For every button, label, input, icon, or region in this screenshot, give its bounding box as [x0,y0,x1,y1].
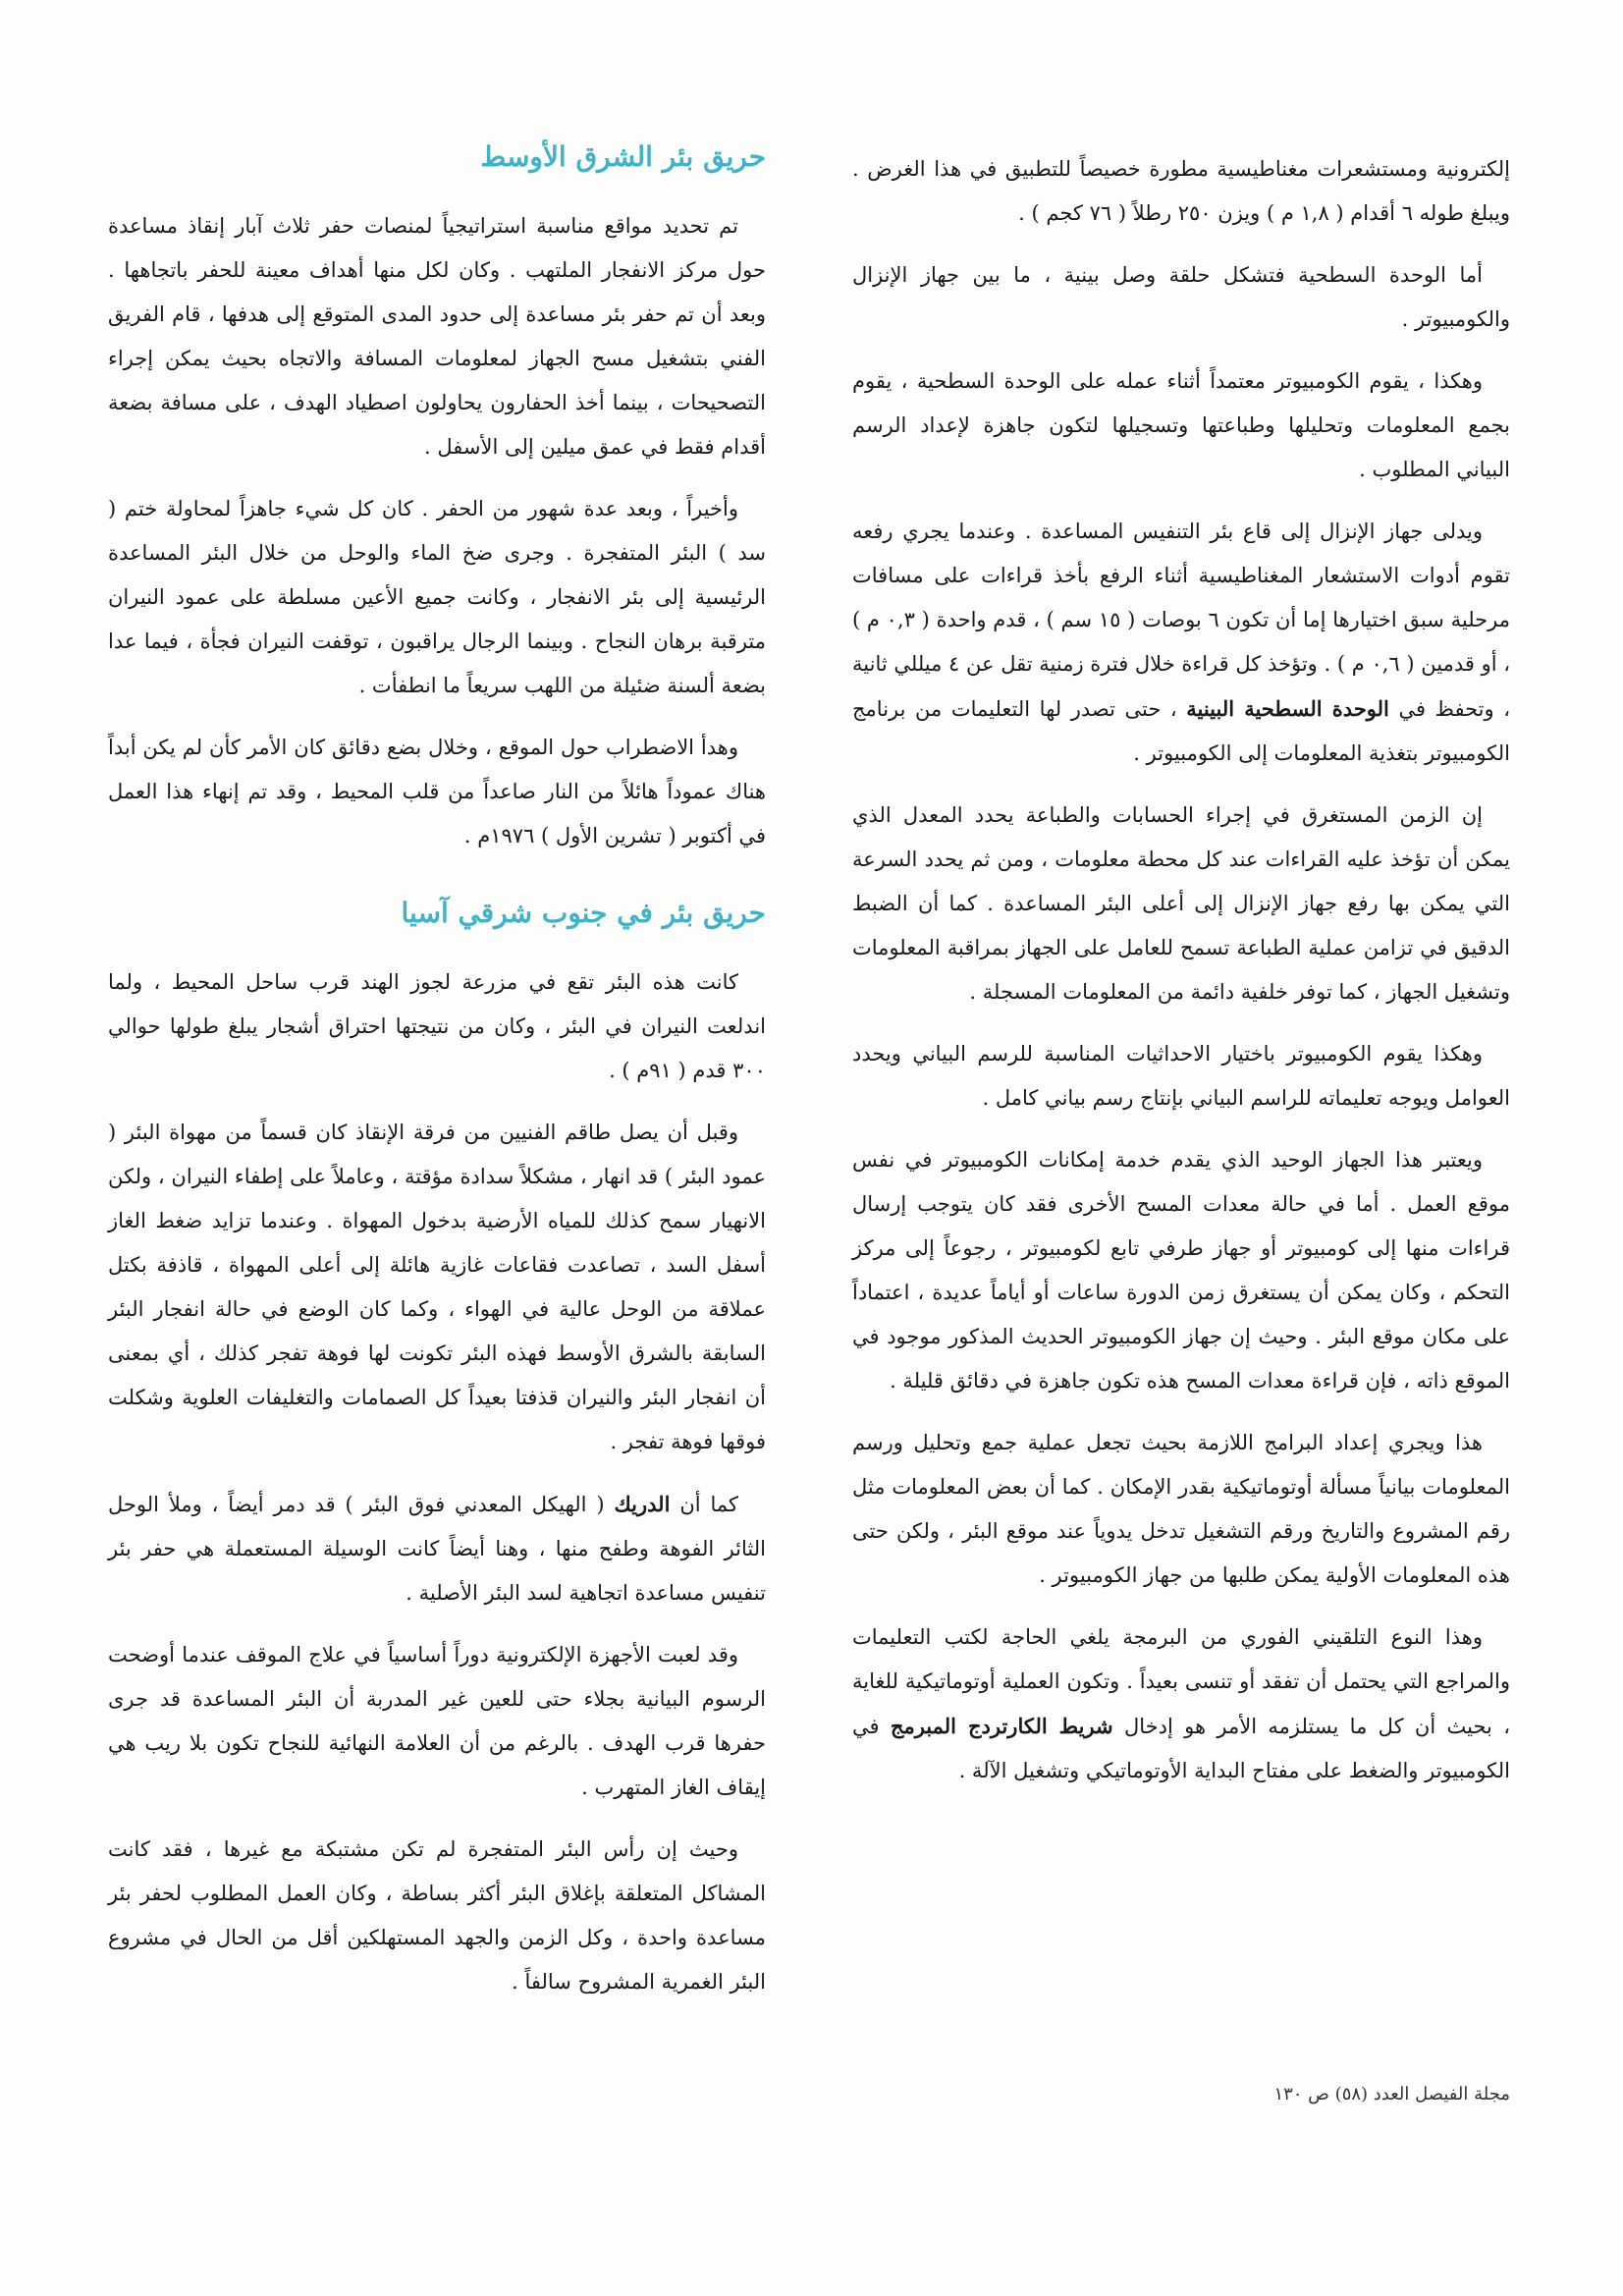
paragraph [852,1615,1510,1793]
paragraph: وقبل أن يصل طاقم الفنيين من فرقة الإنقاذ كان قسماً من مهواة البئر ( عمود البئر ) قد انهار ، مشكلاً سدادة مؤقتة ، وعاملاً على إطفاء النيران ، ولكن الانهيار سمح كذلك للمياه الأرضية بدخول المهواة . وعندما تزايد ضغط الغاز أسفل السد ، تصاعدت فقاعات غازية هائلة إلى أعلى المهواة ، قاذفة بكتل عملاقة من الوحل عالية في الهواء ، وكما كان الوضع في حالة انفجار البئر السابقة بالشرق الأوسط فهذه البئر تكونت لها فوهة تفجر كذلك ، أي بمعنى أن انفجار البئر والنيران قذفتا بعيداً كل الصمامات والتغليفات العلوية وشكلت فوقها فوهة تفجر . [108,1121,766,1453]
paragraph: أما الوحدة السطحية فتشكل حلقة وصل بينية ، ما بين جهاز الإنزال والكومبيوتر . [852,263,1510,331]
paragraph-text: ( الهيكل المعدني فوق البئر ) قد دمر أيضاً ، وملأ الوحل الثائر الفوهة وطفح منها ، وهنا أيضاً كانت الوسيلة المستعملة هي حفر بئر تنفيس مساعدة اتجاهية لسد البئر الأصلية . [108,1493,766,1605]
paragraph-text: كما أن [679,1493,738,1516]
paragraph-text: ويدلى جهاز الإنزال إلى قاع بئر التنفيس المساعدة . وعندما يجري رفعه تقوم أدوات الاستشعار المغناطيسية أثناء الرفع بأخذ قراءات على مسافات مرحلية سبق اختيارها إما أن تكون ٦ بوصات ( ١٥ سم ) ، قدم واحدة ( ٠,٣ م ) ، أو قدمين ( ٠,٦ م ) . وتؤخذ كل قراءة خلال فترة زمنية تقل عن ٤ ميللي ثانية ، وتحفظ في [852,519,1511,721]
paragraph: وهكذا ، يقوم الكومبيوتر معتمداً أثناء عمله على الوحدة السطحية ، يقوم بجمع المعلومات وتحليلها وطباعتها وتسجيلها لتكون جاهزة لإعداد الرسم البياني المطلوب . [852,369,1510,481]
paragraph: وقد لعبت الأجهزة الإلكترونية دوراً أساسياً في علاج الموقف عندما أوضحت الرسوم البيانية بجلاء حتى للعين غير المدربة أن البئر المساعدة قد جرى حفرها قرب الهدف . بالرغم من أن العلامة النهائية للنجاح تكون بلا ريب هي إيقاف الغاز المتهرب . [108,1643,766,1799]
paragraph-text: وهذا النوع التلقيني الفوري من البرمجة يلغي الحاجة لكتب التعليمات والمراجع التي يحتمل أن تفقد أو تنسى بعيداً . وتكون العملية أوتوماتيكية للغاية ، بحيث أن كل ما يستلزمه الأمر هو إدخال [852,1625,1510,1738]
paragraph: وأخيراً ، وبعد عدة شهور من الحفر . كان كل شيء جاهزاً لمحاولة ختم ( سد ) البئر المتفجرة . وجرى ضخ الماء والوحل من خلال البئر المساعدة الرئيسية إلى بئر الانفجار ، وكانت جميع الأعين مسلطة على عمود النيران مترقبة برهان النجاح . وبينما الرجال يراقبون ، توقفت النيران فجأة ، فيما عدا بضعة ألسنة ضئيلة من اللهب سريعاً ما انطفأت . [108,497,766,697]
paragraph: وهدأ الاضطراب حول الموقع ، وخلال بضع دقائق كان الأمر كأن لم يكن أبداً هناك عموداً هائلاً من النار صاعداً من قلب المحيط ، وقد تم إنهاء هذا العمل في أكتوبر ( تشرين الأول ) ١٩٧٦م . [108,736,766,847]
paragraph: إلكترونية ومستشعرات مغناطيسية مطورة خصيصاً للتطبيق في هذا الغرض . ويبلغ طوله ٦ أقدام ( ١,٨ م ) ويزن ٢٥٠ رطلاً ( ٧٦ كجم ) . [852,157,1510,225]
section-heading: حريق بئر الشرق الأوسط [480,140,766,173]
paragraph: وهكذا يقوم الكومبيوتر باختيار الاحداثيات المناسبة للرسم البياني ويحدد العوامل ويوجه تعليماته للراسم البياني بإنتاج رسم بياني كامل . [852,1042,1510,1110]
paragraph: إن الزمن المستغرق في إجراء الحسابات والطباعة يحدد المعدل الذي يمكن أن تؤخذ عليه القراءات عند كل محطة معلومات ، ومن ثم يحدد السرعة التي يمكن بها رفع جهاز الإنزال إلى أعلى البئر المساعدة . كما أن الضبط الدقيق في تزامن عملية الطباعة تسمح للعامل على الجهاز بمراقبة المعلومات وتشغيل الجهاز ، كما توفر خلفية دائمة من المعلومات المسجلة . [852,803,1510,1004]
paragraph-text: في الكومبيوتر والضغط على مفتاح البداية الأوتوماتيكي وتشغيل الآلة . [852,1715,1510,1782]
right-column [852,147,1510,1811]
paragraph: كانت هذه البئر تقع في مزرعة لجوز الهند قرب ساحل المحيط ، ولما اندلعت النيران في البئر ، وكان من نتيجتها احتراق أشجار يبلغ طولها حوالي ٣٠٠ قدم ( ٩١م ) . [108,970,766,1082]
paragraph [108,1482,766,1615]
bold-term: الدريك [614,1492,671,1516]
page-footer: مجلة الفيصل العدد (٥٨) ص ١٣٠ [1273,2084,1510,2105]
paragraph: تم تحديد مواقع مناسبة استراتيجياً لمنصات حفر ثلاث آبار إنقاذ مساعدة حول مركز الانفجار الملتهب . وكان لكل منها أهداف معينة للحفر باتجاهها . وبعد أن تم حفر بئر مساعدة إلى حدود المدى المتوقع إلى هدفها ، قام الفريق الفني بتشغيل مسح الجهاز لمعلومات المسافة والاتجاه بحيث يمكن إجراء التصحيحات ، بينما أخذ الحفارون يحاولون اصطياد الهدف ، على مسافة بضعة أقدام فقط في عمق ميلين إلى الأسفل . [108,214,766,459]
paragraph-text: ، حتى تصدر لها التعليمات من برنامج الكومبيوتر بتغذية المعلومات إلى الكومبيوتر . [852,697,1510,765]
paragraph: هذا ويجري إعداد البرامج اللازمة بحيث تجعل عملية جمع وتحليل ورسم المعلومات بيانياً مسألة أوتوماتيكية بقدر الإمكان . كما أن بعض المعلومات مثل رقم المشروع والتاريخ ورقم التشغيل تدخل يدوياً عند موقع البئر ، ولكن حتى هذه المعلومات الأولية يمكن طلبها من جهاز الكومبيوتر . [852,1431,1510,1587]
bold-term: الوحدة السطحية البينية [1186,696,1389,721]
paragraph: ويعتبر هذا الجهاز الوحيد الذي يقدم خدمة إمكانات الكومبيوتر في نفس موقع العمل . أما في حالة معدات المسح الأخرى فقد كان يتوجب إرسال قراءات منها إلى كومبيوتر أو جهاز طرفي تابع لكومبيوتر ، رجوعاً إلى مركز التحكم ، وكان يمكن أن يستغرق زمن الدورة ساعات أو أياماً عديدة ، اعتماداً على مكان موقع البئر . وحيث إن جهاز الكومبيوتر الحديث المذكور موجود في الموقع ذاته ، فإن قراءة معدات المسح هذه تكون جاهزة في دقائق قليلة . [852,1148,1510,1393]
bold-term: شريط الكارتردج المبرمج [890,1714,1113,1738]
paragraph: وحيث إن رأس البئر المتفجرة لم تكن مشتبكة مع غيرها ، فقد كانت المشاكل المتعلقة بإغلاق البئر أكثر بساطة ، وكان العمل المطلوب لحفر بئر مساعدة واحدة ، وكل الزمن والجهد المستهلكين أقل من الحال في مشروع البئر الغمرية المشروح سالفاً . [108,1837,766,1994]
paragraph [852,510,1510,776]
left-column [108,137,766,2022]
section-heading: حريق بئر في جنوب شرقي آسيا [401,897,766,929]
